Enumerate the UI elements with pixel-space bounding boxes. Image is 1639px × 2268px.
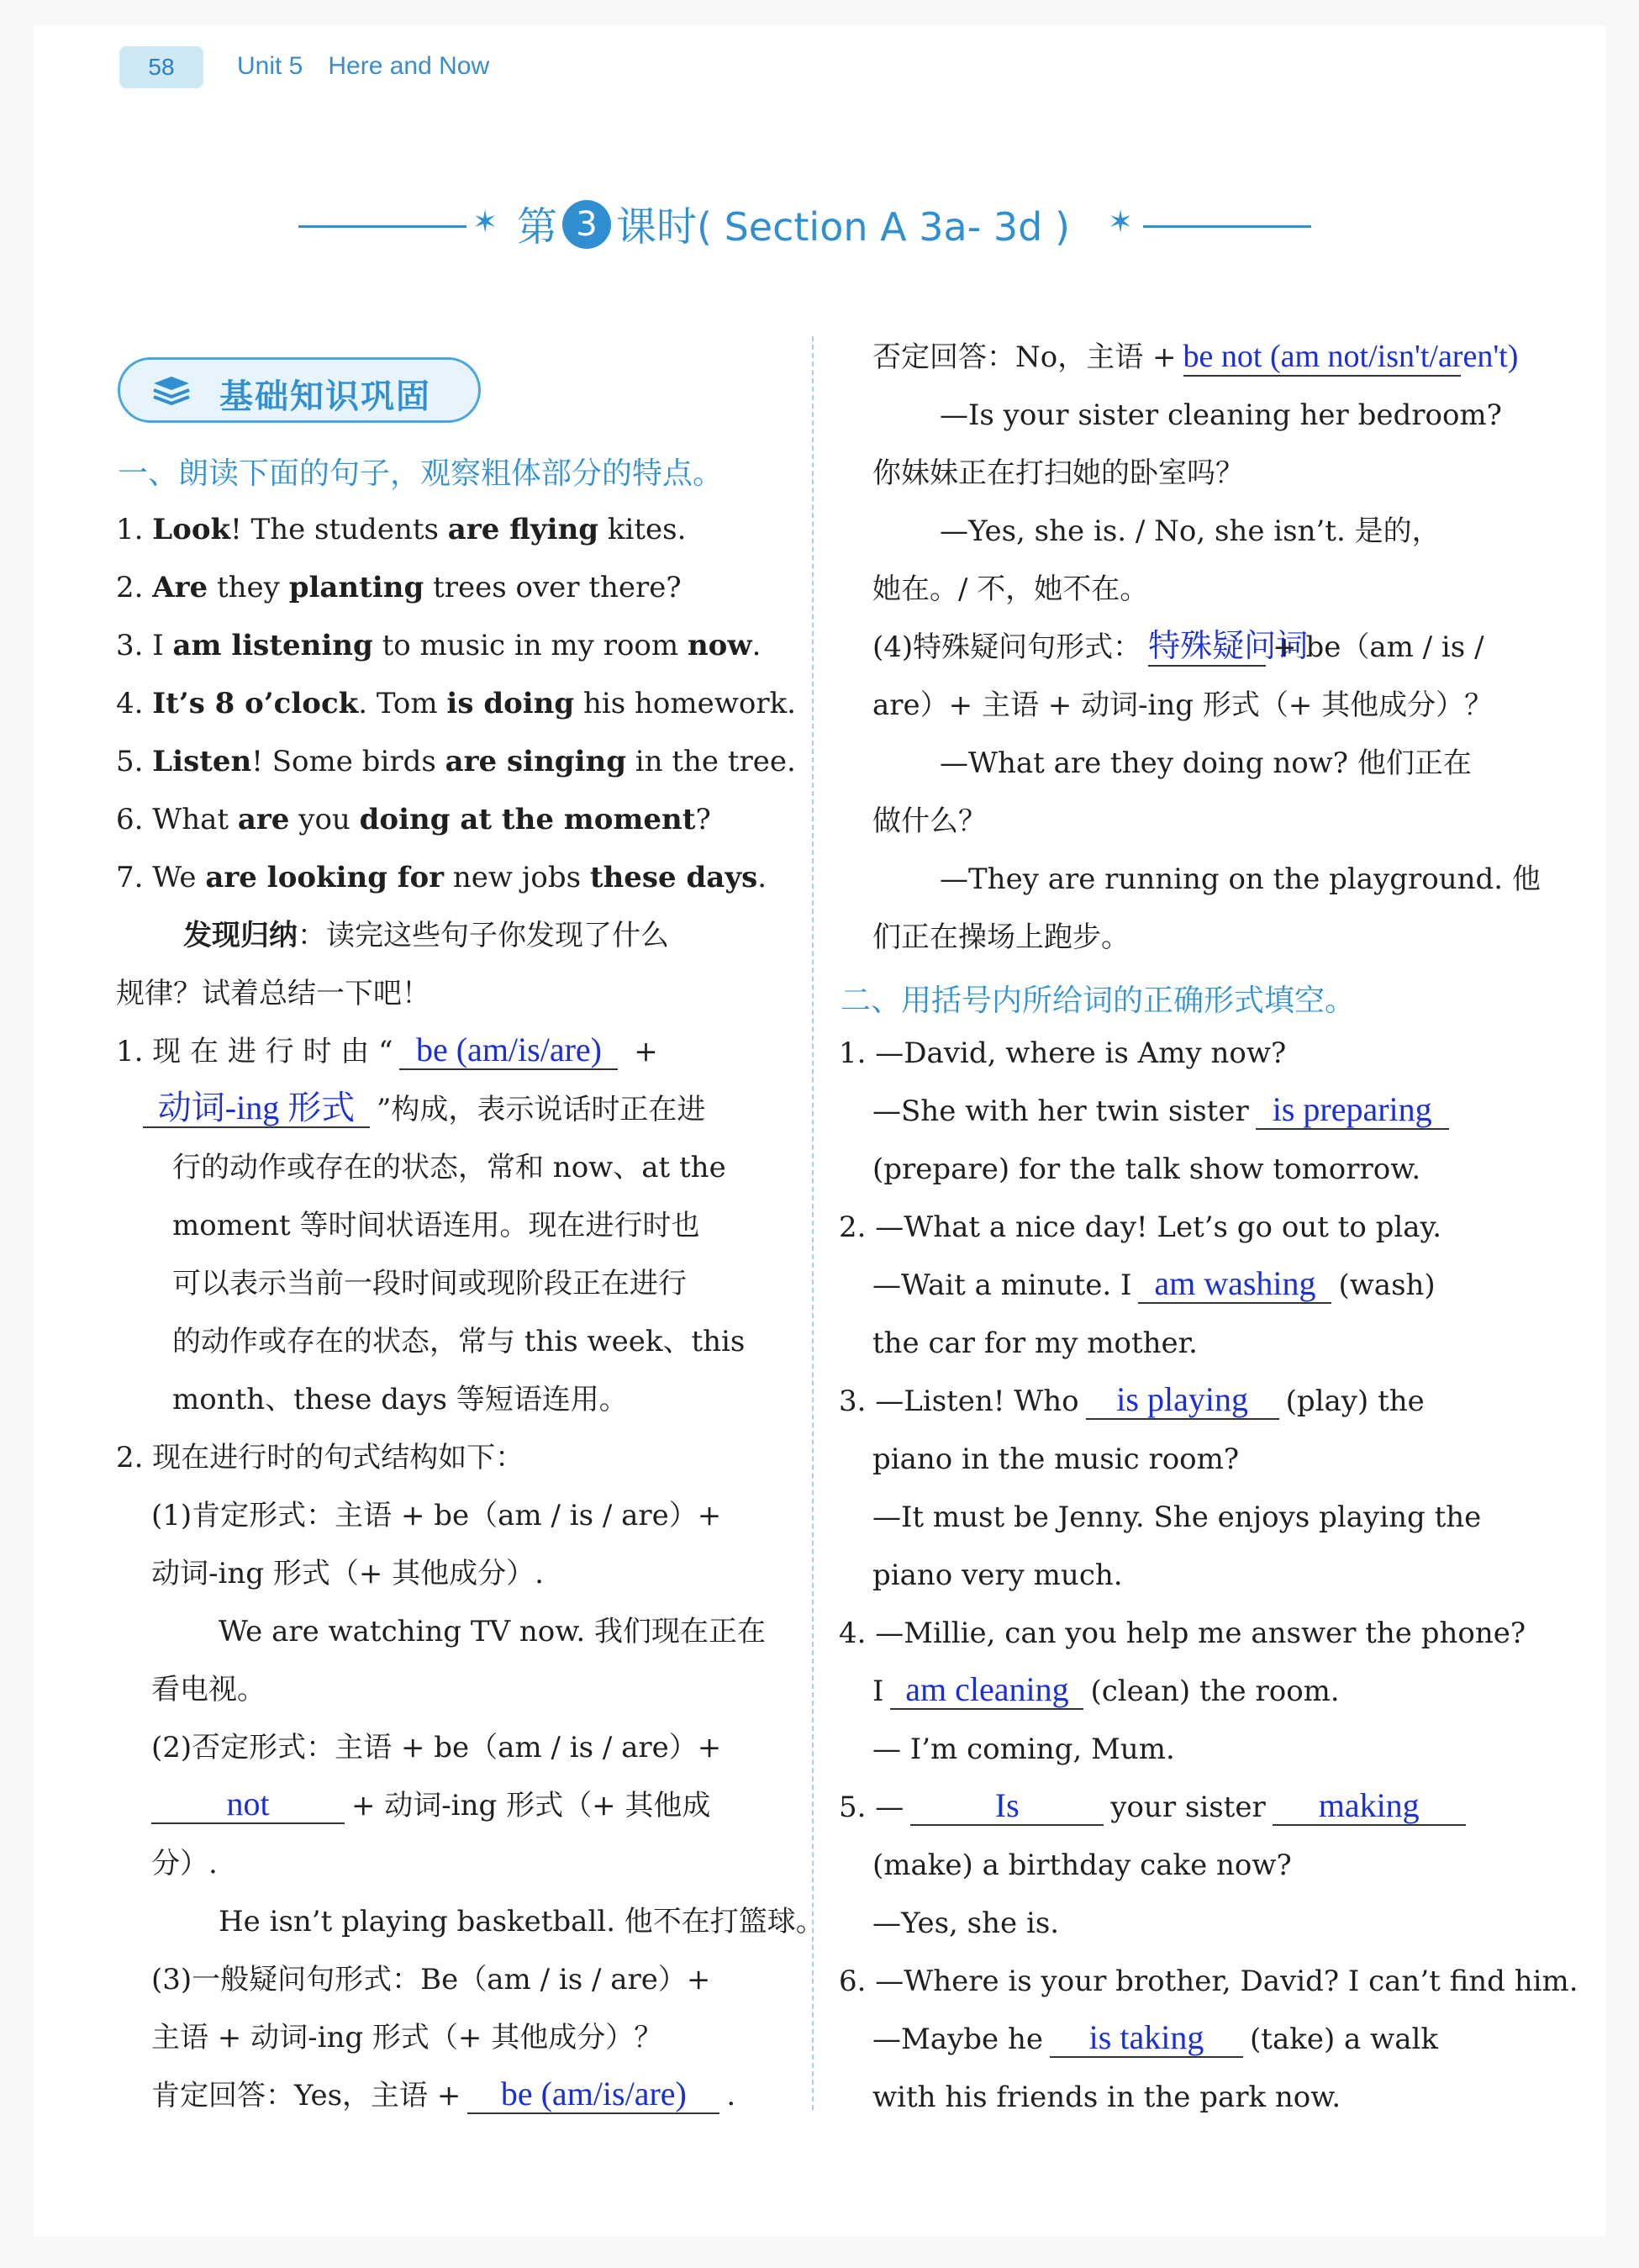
answer-blank: making xyxy=(1273,1787,1466,1826)
lesson-title-text xyxy=(517,195,1070,259)
exercise-5-line-1: 5. — Is your sister making xyxy=(839,1786,1473,1828)
wh-example-1: —What are they doing now? 他们正在 xyxy=(940,746,1472,780)
rule1-line-3: 行的动作或存在的状态，常和 now、at the xyxy=(172,1151,726,1184)
discover-line-1: 发现归纳：读完这些句子你发现了什么 xyxy=(183,919,669,952)
no-example-2: 你妹妹正在打扫她的卧室吗？ xyxy=(872,456,1244,490)
no-example-3: —Yes, she is. / No, she isn’t. 是的， xyxy=(940,514,1441,548)
rule1-line-6: 的动作或存在的状态，常与 this week、this xyxy=(172,1325,746,1358)
title-rule-left xyxy=(298,225,466,228)
wh-example-4: 们正在操场上跑步。 xyxy=(872,920,1130,954)
exercise-2-line-2: —Wait a minute. I am washing (wash) xyxy=(872,1264,1436,1302)
answer-blank: is playing xyxy=(1086,1381,1279,1420)
star-icon: ✶ xyxy=(1108,205,1134,240)
lesson-number: 3 xyxy=(562,200,611,249)
answer-blank: 动词-ing 形式 xyxy=(143,1089,370,1128)
page-number: 58 xyxy=(119,46,203,88)
negative-line-1: (2)否定形式：主语 + be（am / is / are）+ xyxy=(151,1731,722,1764)
exercise-2-line-3: the car for my mother. xyxy=(872,1327,1198,1360)
exercise-1-line-3: (prepare) for the talk show tomorrow. xyxy=(872,1152,1421,1186)
negative-line-3: 分）. xyxy=(151,1847,218,1880)
affirmative-example-1: We are watching TV now. 我们现在正在 xyxy=(219,1615,766,1648)
book-icon xyxy=(150,373,192,407)
rule2-title: 2. 现在进行时的句式结构如下： xyxy=(116,1441,524,1474)
sentence-1: 1. Look! The students are flying kites. xyxy=(116,513,687,546)
exercise-5-line-2: (make) a birthday cake now? xyxy=(872,1849,1292,1882)
affirmative-example-2: 看电视。 xyxy=(151,1673,266,1706)
answer-blank: am washing xyxy=(1138,1265,1331,1304)
wh-example-2: 做什么？ xyxy=(872,804,987,838)
exercise-4-line-1: 4. —Millie, can you help me answer the phone? xyxy=(839,1617,1526,1650)
exercise-4-line-2: I am cleaning (clean) the room. xyxy=(872,1670,1340,1708)
exercise-1-line-2: —She with her twin sister is preparing xyxy=(872,1090,1456,1132)
lesson-title xyxy=(0,193,1639,261)
answer-blank: be (am/is/are) xyxy=(399,1031,618,1070)
sentence-7: 7. We are looking for new jobs these days. xyxy=(116,861,767,894)
badge-label: 基础知识巩固 xyxy=(219,377,431,416)
sentence-3: 3. I am listening to music in my room now. xyxy=(116,629,762,662)
negative-example: He isn’t playing basketball. 他不在打篮球。 xyxy=(219,1905,825,1938)
exercise-6-line-3: with his friends in the park now. xyxy=(872,2081,1341,2114)
lesson-prefix: 第 xyxy=(517,203,558,251)
exercise-6-line-2: —Maybe he is taking (take) a walk xyxy=(872,2018,1438,2056)
answer-blank: be (am/is/are) xyxy=(467,2075,719,2114)
answer-blank: 特殊疑问词 xyxy=(1148,628,1266,667)
no-example-1: —Is your sister cleaning her bedroom? xyxy=(940,398,1502,432)
exercise-4-line-3: — I’m coming, Mum. xyxy=(872,1733,1175,1766)
answer-blank: not xyxy=(151,1785,345,1824)
sentence-4: 4. It’s 8 o’clock. Tom is doing his homework. xyxy=(116,687,796,720)
answer-blank: be not (am not/isn't/aren't) xyxy=(1183,338,1461,377)
affirmative-line-2: 动词-ing 形式（+ 其他成分）. xyxy=(151,1557,544,1590)
exercise-5-line-3: —Yes, she is. xyxy=(872,1907,1060,1940)
rule1-line-4: moment 等时间状语连用。现在进行时也 xyxy=(172,1209,700,1242)
rule1-line-5: 可以表示当前一段时间或现阶段正在进行 xyxy=(172,1267,687,1300)
exercise-3-line-2: piano in the music room? xyxy=(872,1443,1240,1476)
part1-heading: 一、朗读下面的句子，观察粗体部分的特点。 xyxy=(118,456,724,491)
question-line-2: 主语 + 动词-ing 形式（+ 其他成分）？ xyxy=(151,2021,663,2054)
column-divider xyxy=(812,336,814,2110)
wh-question-line-1: (4)特殊疑问句形式： 特殊疑问词+ be（am / is / xyxy=(872,626,1484,668)
part2-heading: 二、用括号内所给词的正确形式填空。 xyxy=(841,984,1356,1018)
section-badge xyxy=(118,357,481,423)
discover-line-2: 规律？试着总结一下吧！ xyxy=(116,977,430,1010)
rule1-line-7: month、these days 等短语连用。 xyxy=(172,1383,628,1416)
exercise-2-line-1: 2. —What a nice day! Let’s go out to play. xyxy=(839,1210,1442,1244)
sentence-2: 2. Are they planting trees over there? xyxy=(116,571,682,604)
running-header xyxy=(237,52,514,81)
sentence-5: 5. Listen! Some birds are singing in the tree. xyxy=(116,745,796,778)
answer-blank: am cleaning xyxy=(890,1671,1083,1710)
exercise-6-line-1: 6. —Where is your brother, David? I can’t find him. xyxy=(839,1965,1578,1998)
sentence-6: 6. What are you doing at the moment? xyxy=(116,803,711,836)
rule1-line-2: 动词-ing 形式 ”构成，表示说话时正在进 xyxy=(143,1089,705,1131)
rule1-line-1: 1. 现 在 进 行 时 由 “ be (am/is/are) + xyxy=(116,1031,658,1068)
lesson-suffix: 课时 xyxy=(616,203,698,251)
exercise-3-line-1: 3. —Listen! Who is playing (play) the xyxy=(839,1380,1425,1418)
question-line-1: (3)一般疑问句形式：Be（am / is / are）+ xyxy=(151,1963,711,1996)
exercise-3-line-4: piano very much. xyxy=(872,1559,1123,1592)
no-example-4: 她在。/ 不，她不在。 xyxy=(872,572,1149,606)
wh-question-line-2: are）+ 主语 + 动词-ing 形式（+ 其他成分）？ xyxy=(872,688,1494,722)
affirmative-line-1: (1)肯定形式：主语 + be（am / is / are）+ xyxy=(151,1499,722,1532)
answer-blank: is preparing xyxy=(1256,1091,1449,1130)
answer-blank: Is xyxy=(910,1787,1104,1826)
star-icon: ✶ xyxy=(472,205,498,240)
lesson-section: ( Section A 3a- 3d ) xyxy=(697,204,1070,250)
negative-line-2: not + 动词-ing 形式（+ 其他成 xyxy=(151,1785,710,1827)
wh-example-3: —They are running on the playground. 他 xyxy=(940,862,1541,896)
answer-blank: is taking xyxy=(1050,2019,1243,2058)
negative-answer-line: 否定回答：No，主语 + be not (am not/isn't/aren't) xyxy=(872,336,1468,378)
unit-number: Unit 5 xyxy=(237,52,303,80)
affirmative-answer-line: 肯定回答：Yes，主语 + be (am/is/are) . xyxy=(151,2075,736,2112)
unit-title: Here and Now xyxy=(328,52,490,80)
title-rule-right xyxy=(1143,225,1311,228)
exercise-3-line-3: —It must be Jenny. She enjoys playing the xyxy=(872,1501,1482,1534)
exercise-1-line-1: 1. —David, where is Amy now? xyxy=(839,1036,1287,1070)
